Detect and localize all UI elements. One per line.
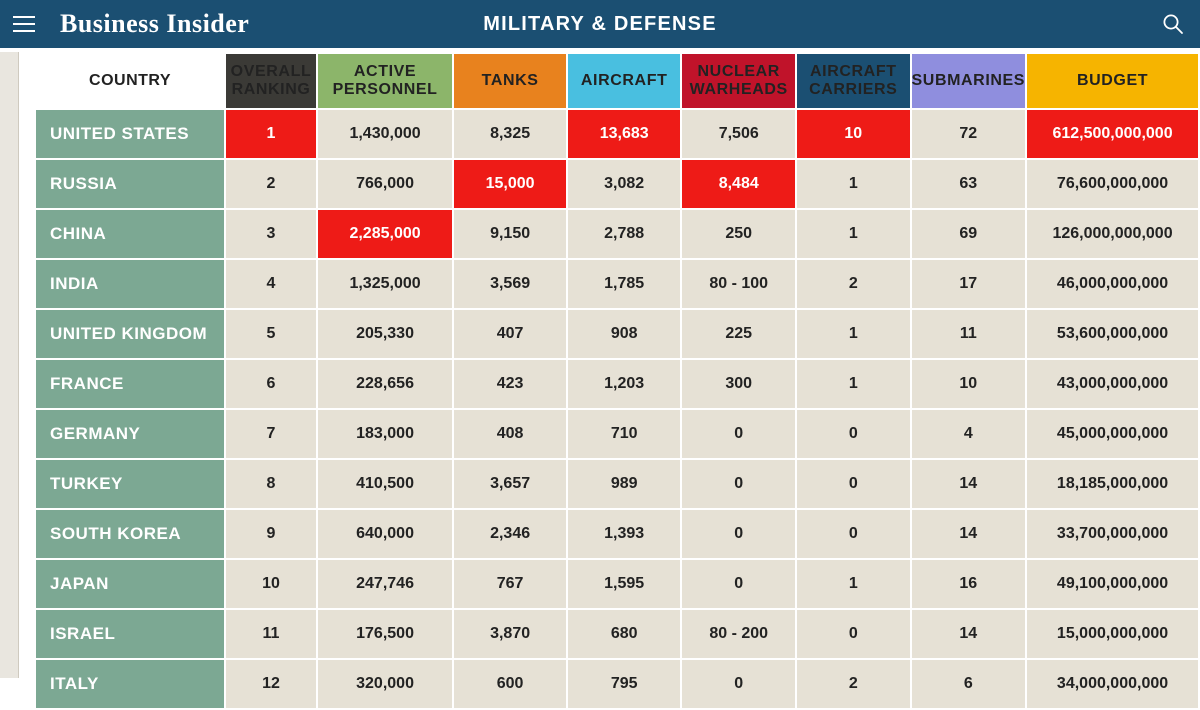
data-cell: 0 (797, 610, 909, 658)
data-cell: 72 (912, 110, 1026, 158)
column-header-budget: BUDGET (1027, 54, 1198, 108)
data-cell: 43,000,000,000 (1027, 360, 1198, 408)
data-cell: 126,000,000,000 (1027, 210, 1198, 258)
country-name-cell: INDIA (36, 260, 224, 308)
data-cell: 10 (226, 560, 316, 608)
data-cell: 1 (797, 210, 909, 258)
data-cell: 2 (797, 260, 909, 308)
data-cell: 6 (226, 360, 316, 408)
data-cell: 2,346 (454, 510, 566, 558)
data-cell: 3,569 (454, 260, 566, 308)
data-cell: 766,000 (318, 160, 452, 208)
data-cell: 14 (912, 610, 1026, 658)
data-cell: 53,600,000,000 (1027, 310, 1198, 358)
column-header-submarines: SUBMARINES (912, 54, 1026, 108)
data-cell: 989 (568, 460, 680, 508)
data-cell: 10 (797, 110, 909, 158)
data-cell: 49,100,000,000 (1027, 560, 1198, 608)
data-cell: 0 (797, 410, 909, 458)
column-header-aircraft: AIRCRAFT (568, 54, 680, 108)
hamburger-bar (13, 16, 35, 18)
data-cell: 15,000,000,000 (1027, 610, 1198, 658)
column-header-tanks: TANKS (454, 54, 566, 108)
data-cell: 0 (682, 560, 795, 608)
country-name-cell: CHINA (36, 210, 224, 258)
data-cell: 225 (682, 310, 795, 358)
data-cell: 1 (797, 310, 909, 358)
search-icon[interactable] (1146, 0, 1200, 48)
data-cell: 1,393 (568, 510, 680, 558)
table-row (36, 310, 1198, 358)
data-cell: 63 (912, 160, 1026, 208)
table-header (36, 54, 1198, 108)
country-name-cell: JAPAN (36, 560, 224, 608)
military-strength-table (34, 52, 1200, 710)
data-cell: 205,330 (318, 310, 452, 358)
data-cell: 1 (797, 160, 909, 208)
data-cell: 908 (568, 310, 680, 358)
data-cell: 1,430,000 (318, 110, 452, 158)
data-cell: 0 (797, 460, 909, 508)
data-cell: 33,700,000,000 (1027, 510, 1198, 558)
data-cell: 1 (797, 360, 909, 408)
data-cell: 710 (568, 410, 680, 458)
data-cell: 80 - 200 (682, 610, 795, 658)
table-row (36, 460, 1198, 508)
country-name-cell: TURKEY (36, 460, 224, 508)
country-name-cell: UNITED KINGDOM (36, 310, 224, 358)
table-row (36, 410, 1198, 458)
data-cell: 6 (912, 660, 1026, 708)
data-cell: 410,500 (318, 460, 452, 508)
data-cell: 1 (226, 110, 316, 158)
data-cell: 80 - 100 (682, 260, 795, 308)
hamburger-bar (13, 30, 35, 32)
data-cell: 1,595 (568, 560, 680, 608)
table-row (36, 360, 1198, 408)
data-cell: 7,506 (682, 110, 795, 158)
data-cell: 247,746 (318, 560, 452, 608)
data-cell: 680 (568, 610, 680, 658)
data-cell: 13,683 (568, 110, 680, 158)
data-cell: 16 (912, 560, 1026, 608)
data-cell: 767 (454, 560, 566, 608)
data-cell: 640,000 (318, 510, 452, 558)
table-row (36, 560, 1198, 608)
country-name-cell: ISRAEL (36, 610, 224, 658)
data-cell: 15,000 (454, 160, 566, 208)
site-header (0, 0, 1200, 48)
country-name-cell: RUSSIA (36, 160, 224, 208)
data-cell: 183,000 (318, 410, 452, 458)
data-cell: 10 (912, 360, 1026, 408)
data-cell: 4 (226, 260, 316, 308)
data-cell: 2 (226, 160, 316, 208)
data-cell: 250 (682, 210, 795, 258)
data-cell: 5 (226, 310, 316, 358)
table-row (36, 510, 1198, 558)
data-cell: 7 (226, 410, 316, 458)
table-header-row (36, 54, 1198, 108)
data-cell: 8,325 (454, 110, 566, 158)
data-cell: 423 (454, 360, 566, 408)
country-name-cell: ITALY (36, 660, 224, 708)
data-cell: 2,788 (568, 210, 680, 258)
table-body (36, 110, 1198, 708)
data-cell: 3,657 (454, 460, 566, 508)
data-cell: 18,185,000,000 (1027, 460, 1198, 508)
data-cell: 4 (912, 410, 1026, 458)
table-row (36, 260, 1198, 308)
data-cell: 300 (682, 360, 795, 408)
data-cell: 14 (912, 510, 1026, 558)
data-cell: 14 (912, 460, 1026, 508)
data-cell: 612,500,000,000 (1027, 110, 1198, 158)
data-cell: 795 (568, 660, 680, 708)
table-row (36, 110, 1198, 158)
data-cell: 228,656 (318, 360, 452, 408)
data-cell: 11 (912, 310, 1026, 358)
data-cell: 320,000 (318, 660, 452, 708)
data-cell: 8 (226, 460, 316, 508)
data-cell: 45,000,000,000 (1027, 410, 1198, 458)
data-cell: 2,285,000 (318, 210, 452, 258)
data-cell: 11 (226, 610, 316, 658)
data-cell: 0 (682, 510, 795, 558)
data-cell: 0 (682, 410, 795, 458)
data-cell: 8,484 (682, 160, 795, 208)
data-cell: 69 (912, 210, 1026, 258)
table-row (36, 660, 1198, 708)
data-cell: 407 (454, 310, 566, 358)
hamburger-icon[interactable] (0, 0, 48, 48)
data-cell: 1,203 (568, 360, 680, 408)
country-name-cell: FRANCE (36, 360, 224, 408)
left-rail (0, 52, 19, 678)
data-cell: 12 (226, 660, 316, 708)
data-cell: 176,500 (318, 610, 452, 658)
table-row (36, 610, 1198, 658)
data-cell: 0 (682, 460, 795, 508)
table-row (36, 160, 1198, 208)
data-cell: 76,600,000,000 (1027, 160, 1198, 208)
column-header-nuclear-warheads: NUCLEAR WARHEADS (682, 54, 795, 108)
hamburger-bar (13, 23, 35, 25)
data-cell: 2 (797, 660, 909, 708)
column-header-overall-ranking: OVERALL RANKING (226, 54, 316, 108)
data-cell: 1,325,000 (318, 260, 452, 308)
page-title: MILITARY & DEFENSE (483, 12, 717, 35)
data-cell: 0 (797, 510, 909, 558)
data-cell: 0 (682, 660, 795, 708)
data-cell: 17 (912, 260, 1026, 308)
data-cell: 3,082 (568, 160, 680, 208)
country-name-cell: UNITED STATES (36, 110, 224, 158)
site-logo[interactable]: Business Insider (60, 9, 250, 38)
data-cell: 3 (226, 210, 316, 258)
table-row (36, 210, 1198, 258)
country-name-cell: SOUTH KOREA (36, 510, 224, 558)
column-header-active-personnel: ACTIVE PERSONNEL (318, 54, 452, 108)
data-cell: 9 (226, 510, 316, 558)
country-name-cell: GERMANY (36, 410, 224, 458)
column-header-country: COUNTRY (36, 54, 224, 108)
data-cell: 3,870 (454, 610, 566, 658)
data-cell: 9,150 (454, 210, 566, 258)
column-header-aircraft-carriers: AIRCRAFT CARRIERS (797, 54, 909, 108)
data-cell: 600 (454, 660, 566, 708)
data-cell: 34,000,000,000 (1027, 660, 1198, 708)
data-cell: 1 (797, 560, 909, 608)
data-cell: 1,785 (568, 260, 680, 308)
data-cell: 408 (454, 410, 566, 458)
data-cell: 46,000,000,000 (1027, 260, 1198, 308)
infographic-container (0, 52, 1200, 693)
